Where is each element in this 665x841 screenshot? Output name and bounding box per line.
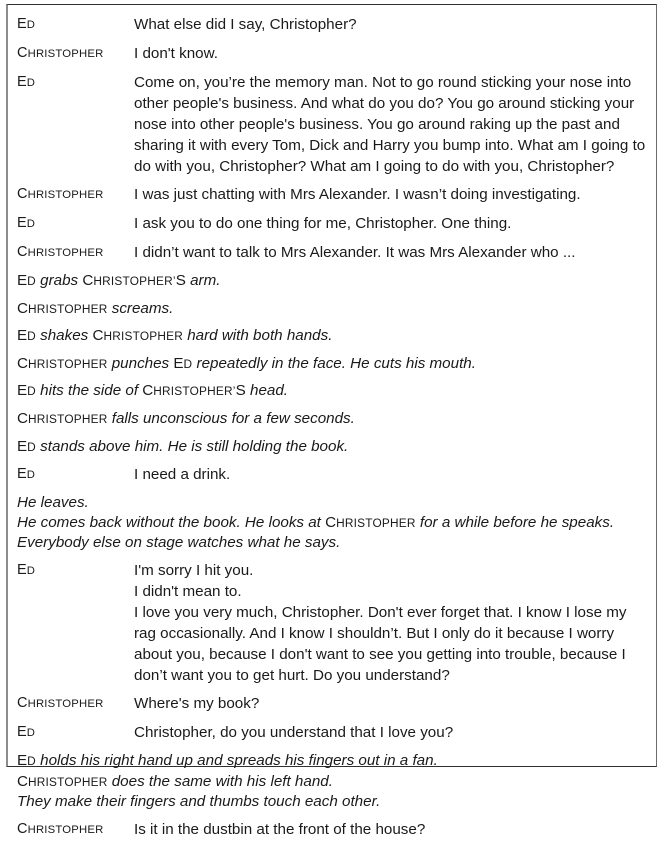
dialogue-text — [134, 43, 650, 64]
speaker-label — [17, 819, 134, 841]
character-name: ED — [17, 272, 36, 289]
dialogue-text — [134, 464, 650, 485]
stage-direction-text: falls unconscious for a few seconds. — [107, 409, 355, 427]
character-name: CHRISTOPHER — [17, 244, 104, 260]
character-name: ED — [17, 16, 36, 32]
dialogue-row — [17, 819, 650, 841]
dialogue-text — [134, 819, 650, 840]
dialogue-paragraph: I ask you to do one thing for me, Christopher. One thing. — [134, 215, 512, 232]
character-name: CHRISTOPHER — [142, 382, 233, 400]
character-name: ED — [17, 74, 36, 90]
stage-direction-text: They make their fingers and thumbs touch each other. — [17, 793, 381, 811]
dialogue-row — [17, 560, 650, 686]
dialogue-paragraph: I'm sorry I hit you. — [134, 561, 254, 579]
dialogue-row — [17, 213, 650, 235]
stage-direction — [17, 751, 650, 772]
stage-direction — [17, 437, 650, 458]
dialogue-paragraph: I didn’t want to talk to Mrs Alexander. It was Mrs Alexander who ... — [134, 244, 576, 261]
dialogue-paragraph: I don't know. — [134, 45, 218, 62]
stage-direction-group — [17, 493, 650, 553]
dialogue-paragraph: What else did I say, Christopher? — [134, 16, 357, 33]
stage-direction-text: Everybody else on stage watches what he says. — [17, 534, 341, 552]
character-name: CHRISTOPHER — [325, 513, 416, 531]
dialogue-paragraph: I love you very much, Christopher. Don't ever forget that. I know I lose my rag occasionally. And I know I shouldn’t. But I only do it because I worry about you, because I don't want to see you getting into trouble, because I don’t want you to get hurt. Do you understand? — [134, 603, 627, 684]
dialogue-paragraph: Christopher, do you understand that I love you? — [134, 723, 454, 741]
stage-direction-text: repeatedly in the face. He cuts his mouth. — [192, 354, 476, 372]
character-name: CHRISTOPHER — [17, 186, 104, 202]
stage-direction-text: holds his right hand up and spreads his fingers out in a fan. — [35, 751, 438, 769]
dialogue-text — [134, 693, 650, 714]
dialogue-text — [134, 184, 650, 205]
script-body — [17, 14, 650, 841]
dialogue-text — [134, 560, 650, 686]
stage-direction-text: head. — [245, 382, 289, 400]
character-name: CHRISTOPHER — [82, 272, 173, 289]
dialogue-row — [17, 184, 650, 206]
dialogue-paragraph: Is it in the dustbin at the front of the house? — [134, 820, 426, 838]
character-name: CHRISTOPHER — [17, 820, 104, 837]
stage-direction-group — [17, 751, 650, 812]
dialogue-paragraph: I didn't mean to. — [134, 582, 242, 600]
speaker-label — [17, 693, 134, 715]
dialogue-row — [17, 242, 650, 264]
speaker-label — [17, 560, 134, 582]
dialogue-paragraph: I need a drink. — [134, 466, 231, 484]
character-name: ED — [17, 561, 36, 578]
stage-direction-text: He leaves. — [17, 494, 89, 512]
speaker-label — [17, 722, 134, 744]
dialogue-row — [17, 14, 650, 36]
character-name: CHRISTOPHER — [17, 354, 108, 372]
stage-direction-text: shakes — [35, 327, 93, 345]
stage-direction — [17, 493, 650, 513]
dialogue-text — [134, 14, 650, 35]
speaker-label — [17, 72, 134, 94]
speaker-label — [17, 242, 134, 264]
character-name: ED — [17, 437, 36, 455]
dialogue-text — [134, 72, 650, 177]
dialogue-row — [17, 693, 650, 715]
character-name: ED — [17, 723, 36, 740]
character-name: CHRISTOPHER — [17, 772, 108, 790]
dialogue-paragraph: Where's my book? — [134, 694, 260, 712]
stage-direction — [17, 513, 650, 534]
speaker-label — [17, 213, 134, 235]
character-name: ED — [17, 215, 36, 231]
stage-direction-text: for a while before he speaks. — [415, 513, 615, 531]
dialogue-text — [134, 213, 650, 234]
stage-direction — [17, 271, 650, 292]
stage-direction — [17, 772, 650, 793]
character-name: ED — [17, 466, 36, 483]
dialogue-row — [17, 722, 650, 744]
dialogue-paragraph: I was just chatting with Mrs Alexander. I wasn’t doing investigating. — [134, 186, 581, 203]
character-name: CHRISTOPHER — [17, 299, 108, 317]
character-name: CHRISTOPHER — [92, 327, 183, 345]
stage-direction — [17, 326, 650, 347]
stage-direction — [17, 354, 650, 375]
character-name: CHRISTOPHER — [17, 45, 104, 61]
dialogue-row — [17, 43, 650, 65]
stage-direction-text: screams. — [107, 299, 174, 317]
character-name: ED — [173, 354, 193, 372]
stage-direction — [17, 792, 650, 812]
stage-direction-text: punches — [107, 354, 174, 372]
character-name: ED — [17, 751, 36, 769]
stage-direction-text: hits the side of — [35, 382, 143, 400]
character-name: ED — [17, 327, 36, 345]
stage-direction — [17, 299, 650, 320]
stage-direction-text: does the same with his left hand. — [107, 772, 333, 790]
stage-direction — [17, 409, 650, 430]
dialogue-row — [17, 464, 650, 486]
stage-direction — [17, 533, 650, 553]
stage-direction-text: stands above him. He is still holding the book. — [35, 437, 349, 455]
character-name: CHRISTOPHER — [17, 694, 104, 711]
character-name: CHRISTOPHER — [17, 409, 108, 427]
stage-direction — [17, 381, 650, 402]
character-name: ED — [17, 382, 36, 400]
speaker-label — [17, 14, 134, 36]
dialogue-text — [134, 722, 650, 743]
speaker-label — [17, 464, 134, 486]
stage-direction-text: hard with both hands. — [182, 327, 333, 345]
speaker-label — [17, 184, 134, 206]
dialogue-text — [134, 242, 650, 263]
stage-direction-text: arm. — [185, 272, 221, 289]
character-name: ’S — [172, 272, 186, 289]
stage-direction-text: grabs — [35, 272, 83, 289]
character-name: ’S — [232, 382, 246, 400]
stage-direction-text: He comes back without the book. He looks at — [17, 513, 326, 531]
dialogue-paragraph: Come on, you’re the memory man. Not to go round sticking your nose into other people's business. And what do you do? You go around sticking your nose into other people's business. You go around raking up the past and sharing it with every Tom, Dick and Harry you bump into. What am I going to do with you, Christopher? What am I going to do with you, Christopher? — [134, 74, 646, 175]
script-extract-frame — [6, 4, 657, 838]
speaker-label — [17, 43, 134, 65]
dialogue-row — [17, 72, 650, 177]
